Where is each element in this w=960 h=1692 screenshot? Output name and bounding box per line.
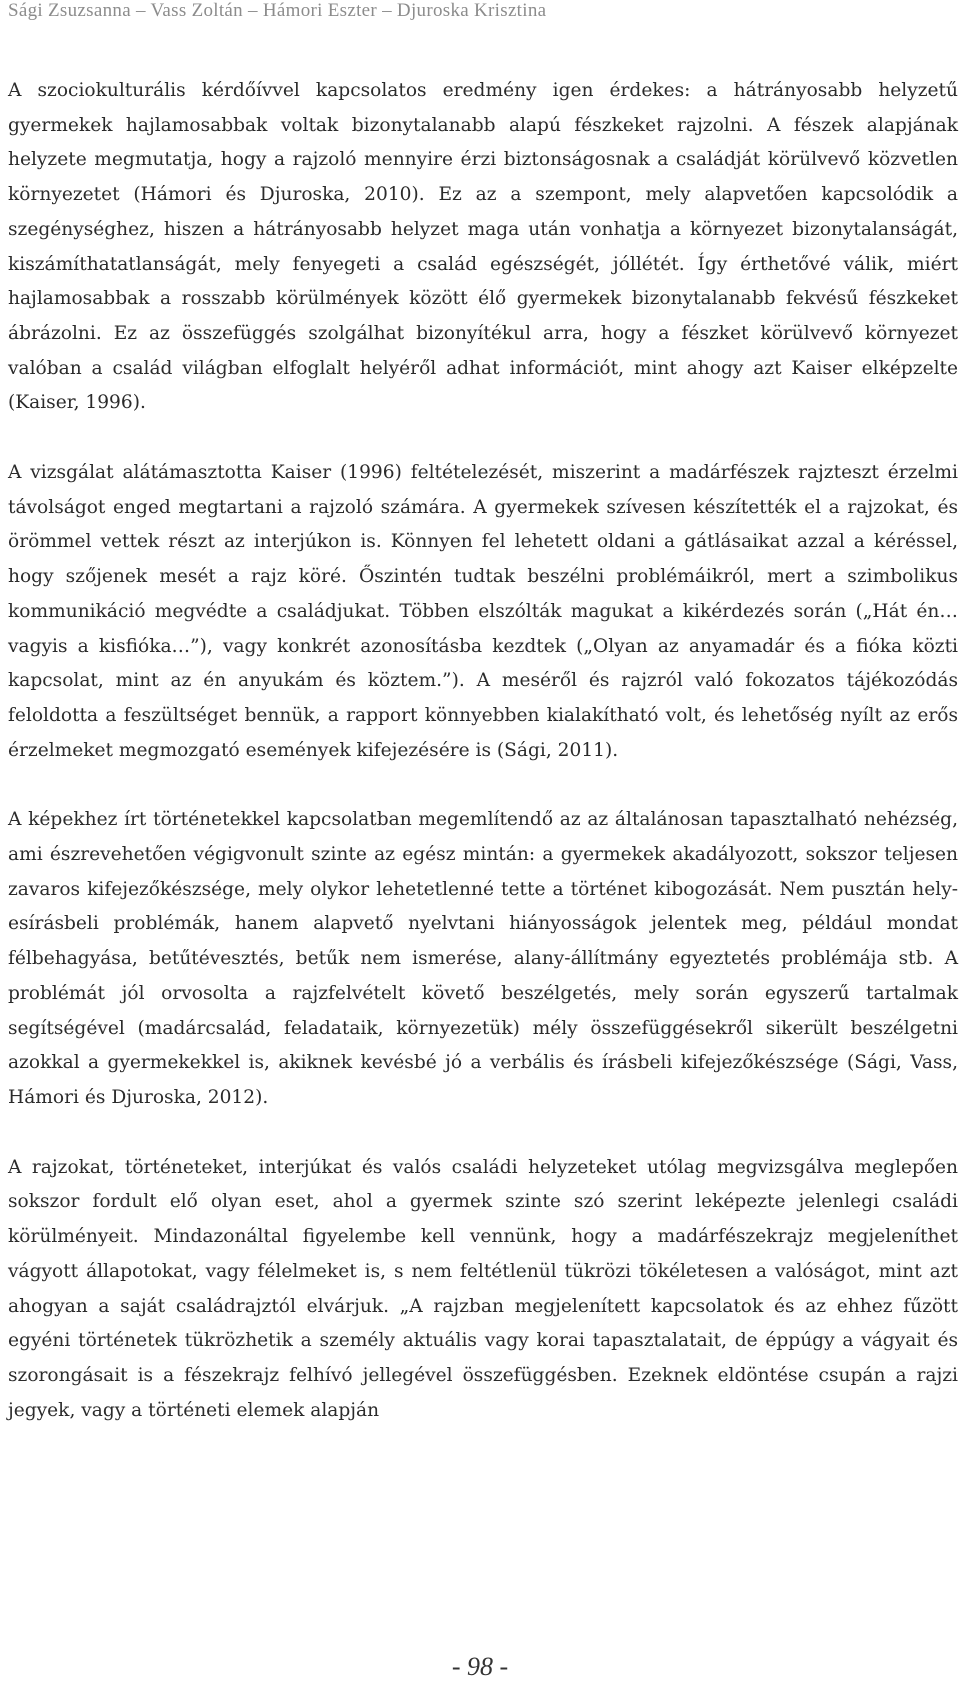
paragraph: A rajzokat, történeteket, interjúkat és valós családi helyzeteket utólag megvizsgálva meglepően sokszor fordult elő olyan eset, ahol a gyermek szinte szó szerint leképezte jelenlegi családi körülményeit. Mindazonáltal figyelembe kell vennünk, hogy a madárfészekrajz megjeleníthet vágyott állapotokat, vagy félelmeket is, s nem feltétlenül tükrözi tökéletesen a valóságot, mint azt ahogyan a saját családrajztól elvárjuk. „A rajzban megjelenített kapcsolatok és az ehhez fűzött egyéni történetek tükrözhetik a személy aktuális vagy korai tapasztalatait, de éppúgy a vágyait és szorongásait is a fészekrajz felhívó jellegével összefüggésben. Ezeknek eldöntése csupán a rajzi jegyek, vagy a történeti elemek alapján — [8, 1156, 958, 1421]
running-header-authors: Sági Zsuzsanna – Vass Zoltán – Hámori Eszter – Djuroska Krisztina — [8, 0, 547, 21]
paragraph: A vizsgálat alátámasztotta Kaiser (1996) feltételezését, miszerint a madárfészek rajzteszt érzelmi távolságot enged megtartani a rajzoló számára. A gyermekek szívesen készítették el a rajzokat, és örömmel vettek részt az interjúkon is. Könnyen fel lehetett oldani a gátlásaikat azzal a kéréssel, hogy szőjenek mesét a rajz köré. Őszintén tudtak beszélni problémáikról, mert a szimbolikus kommunikáció megvédte a családjukat. Többen elszólták magukat a kikérdezés során („Hát én… vagyis a kisfióka…”), vagy konkrét azonosításba kezdtek („Olyan az anyamadár és a fióka közti kapcsolat, mint az én anyukám és köztem.”). A meséről és rajzról való fokozatos tájékozódás feloldotta a feszültséget bennük, a rapport könnyebben kialakítható volt, és lehetőség nyílt az erős érzelmeket megmozgató események kifejezésére is (Sági, 2011). — [8, 462, 958, 761]
paragraph: A képekhez írt történetekkel kapcsolatban megemlítendő az az általánosan tapasztalható nehézség, ami észrevehetően végigvonult szinte az egész mintán: a gyermekek akadályozott, sokszor teljesen zavaros kifejezőkészsége, mely olykor lehetetlenné tette a történet kibogozását. Nem pusztán helyesírásbeli problémák, hanem alapvető nyelvtani hiányosságok jelentek meg, például mondat félbehagyása, betűtévesztés, betűk nem ismerése, alany-állítmány egyeztetés problémája stb. A problémát jól orvosolta a rajzfelvételt követő beszélgetés, mely során egyszerű tartalmak segítségével (madárcsalád, feladataik, környezetük) mély összefüggésekről sikerült beszélgetni azokkal a gyermekekkel is, akiknek kevésbé jó a verbális és írásbeli kifejezőkészsége (Sági, Vass, Hámori és Djuroska, 2012). — [8, 809, 958, 1108]
page-number: - 98 - — [451, 1652, 509, 1681]
paragraph: A szociokulturális kérdőívvel kapcsolatos eredmény igen érdekes: a hátrányosabb helyzetű gyermekek hajlamosabbak voltak bizonytalanabb alapú fészkeket rajzolni. A fészek alapjának helyzete megmutatja, hogy a rajzoló mennyire érzi biztonságosnak a családját körülvevő közvetlen környezetet (Hámori és Djuroska, 2010). Ez az a szempont, mely alapvetően kapcsolódik a szegénységhez, hiszen a hátrányosabb helyzet maga után vonhatja a környezet bizonytalanságát, kiszámíthatatlanságát, mely fenyegeti a család egészségét, jóllétét. Így érthetővé válik, miért hajlamosabbak a rosszabb körülmények között élő gyermekek bizonytalanabb fekvésű fészkeket ábrázolni. Ez az összefüggés szolgálhat bizonyítékul arra, hogy a fészket körülvevő környezet valóban a család világban elfoglalt helyéről adhat információt, mint ahogy azt Kaiser elképzelte (Kaiser, 1996). — [8, 80, 958, 414]
body-text — [8, 74, 958, 1463]
